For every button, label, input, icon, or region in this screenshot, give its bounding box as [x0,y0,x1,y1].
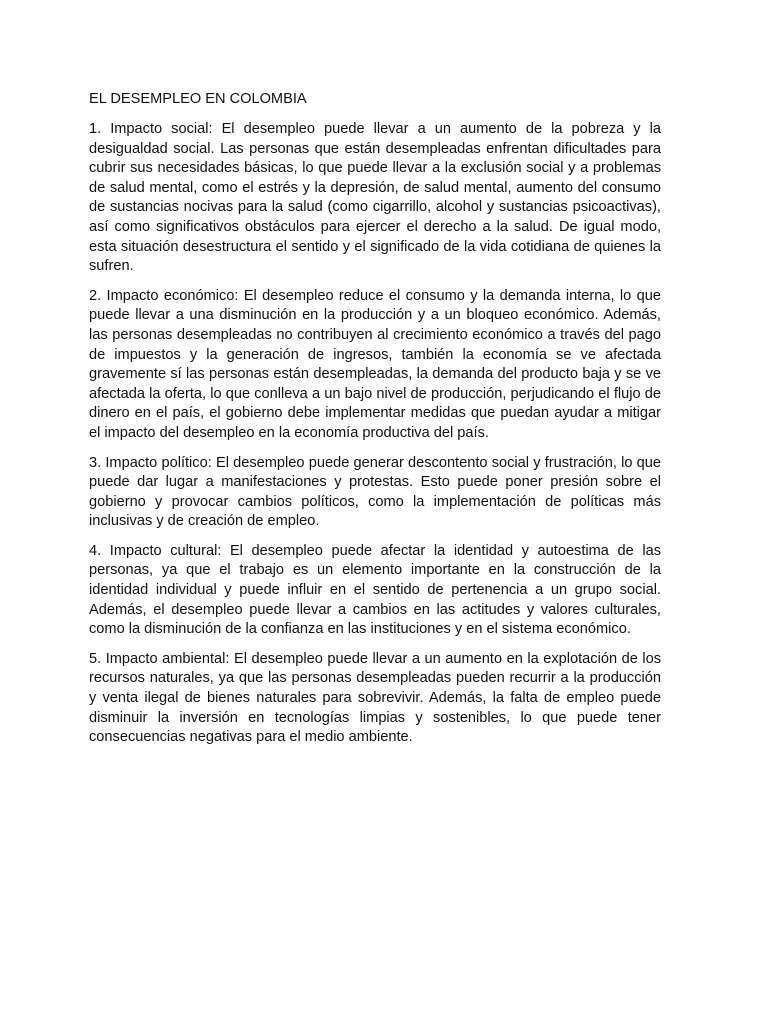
paragraph-impacto-economico: 2. Impacto económico: El desempleo reduce el consumo y la demanda interna, lo que puede llevar a una disminución en la producción y a un bloqueo económico. Además, las personas desempleadas no contribuyen al crecimiento económico a través del pago de impuestos y la generación de ingresos, también la economía se ve afectada gravemente sí las personas están desempleadas, la demanda del producto baja y se ve afectada la oferta, lo que conlleva a un bajo nivel de producción, perjudicando el flujo de dinero en el país, el gobierno debe implementar medidas que puedan ayudar a mitigar el impacto del desempleo en la economía productiva del país. [89,287,661,441]
paragraph-impacto-social: 1. Impacto social: El desempleo puede llevar a un aumento de la pobreza y la desigualdad social. Las personas que están desempleadas enfrentan dificultades para cubrir sus necesidades básicas, lo que puede llevar a la exclusión social y a problemas de salud mental, como el estrés y la depresión, de salud mental, aumento del consumo de sustancias nocivas para la salud (como cigarrillo, alcohol y sustancias psicoactivas), así como significativos obstáculos para ejercer el derecho a la salud. De igual modo, esta situación desestructura el sentido y el significado de la vida cotidiana de quienes la sufren. [89,121,661,275]
document-page [89,89,661,758]
paragraph-impacto-cultural: 4. Impacto cultural: El desempleo puede afectar la identidad y autoestima de las personas, ya que el trabajo es un elemento importante en la construcción de la identidad individual y puede influir en el sentido de pertenencia a un grupo social. Además, el desempleo puede llevar a cambios en las actitudes y valores culturales, como la disminución de la confianza en las instituciones y en el sistema económico. [89,542,661,638]
paragraph-impacto-ambiental: 5. Impacto ambiental: El desempleo puede llevar a un aumento en la explotación de los recursos naturales, ya que las personas desempleadas pueden recurrir a la producción y venta ilegal de bienes naturales para sobrevivir. Además, la falta de empleo puede disminuir la inversión en tecnologías limpias y sostenibles, lo que puede tener consecuencias negativas para el medio ambiente. [89,650,661,746]
document-title: EL DESEMPLEO EN COLOMBIA [89,91,307,107]
paragraph-impacto-politico: 3. Impacto político: El desempleo puede generar descontento social y frustración, lo que puede dar lugar a manifestaciones y protestas. Esto puede poner presión sobre el gobierno y provocar cambios políticos, como la implementación de políticas más inclusivas y de creación de empleo. [89,454,661,530]
